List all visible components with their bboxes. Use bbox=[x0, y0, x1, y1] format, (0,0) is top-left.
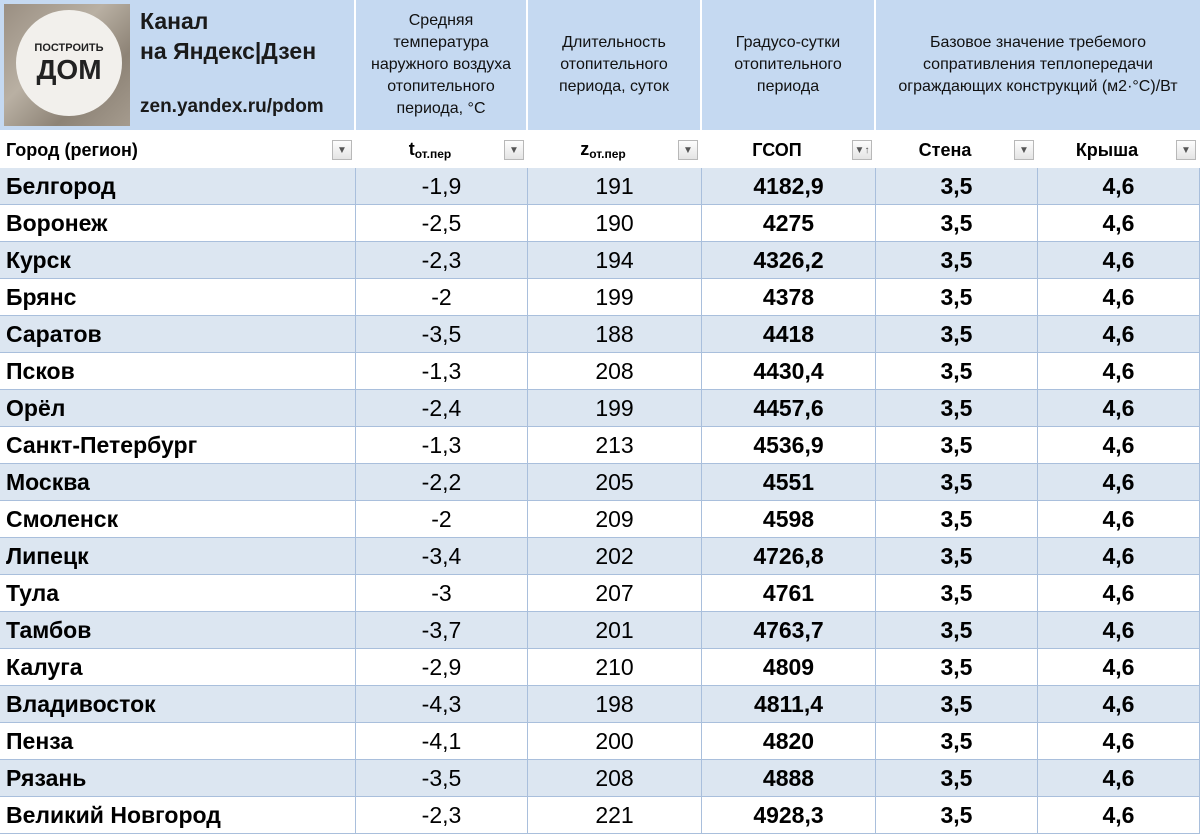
header-band bbox=[0, 0, 1200, 132]
cell-roof[interactable]: 4,6 bbox=[1038, 168, 1200, 204]
cell-gsop[interactable]: 4809 bbox=[702, 649, 876, 685]
cell-duration[interactable]: 221 bbox=[528, 797, 702, 833]
col-wall-label: Стена bbox=[918, 139, 972, 160]
cell-wall[interactable]: 3,5 bbox=[876, 797, 1038, 833]
col-t-sub: от.пер bbox=[414, 147, 452, 161]
cell-temperature[interactable]: -2,3 bbox=[356, 242, 528, 278]
cell-temperature[interactable]: -2 bbox=[356, 279, 528, 315]
cell-gsop[interactable]: 4761 bbox=[702, 575, 876, 611]
cell-duration[interactable]: 188 bbox=[528, 316, 702, 352]
cell-roof[interactable]: 4,6 bbox=[1038, 353, 1200, 389]
cell-duration[interactable]: 205 bbox=[528, 464, 702, 500]
cell-wall[interactable]: 3,5 bbox=[876, 649, 1038, 685]
cell-temperature[interactable]: -2,9 bbox=[356, 649, 528, 685]
table-row bbox=[0, 723, 1200, 760]
cell-temperature[interactable]: -4,3 bbox=[356, 686, 528, 722]
cell-city[interactable]: Псков bbox=[0, 353, 356, 389]
col-roof bbox=[1038, 132, 1200, 168]
cell-duration[interactable]: 202 bbox=[528, 538, 702, 574]
cell-gsop[interactable]: 4928,3 bbox=[702, 797, 876, 833]
cell-city[interactable]: Москва bbox=[0, 464, 356, 500]
cell-temperature[interactable]: -3 bbox=[356, 575, 528, 611]
cell-temperature[interactable]: -3,4 bbox=[356, 538, 528, 574]
table-row bbox=[0, 464, 1200, 501]
col-duration bbox=[528, 132, 702, 168]
col-z-sub: от.пер bbox=[589, 147, 626, 161]
cell-gsop[interactable]: 4763,7 bbox=[702, 612, 876, 648]
cell-roof[interactable]: 4,6 bbox=[1038, 612, 1200, 648]
cell-duration[interactable]: 199 bbox=[528, 390, 702, 426]
cell-wall[interactable]: 3,5 bbox=[876, 723, 1038, 759]
cell-wall[interactable]: 3,5 bbox=[876, 538, 1038, 574]
cell-temperature[interactable]: -2,5 bbox=[356, 205, 528, 241]
cell-wall[interactable]: 3,5 bbox=[876, 427, 1038, 463]
cell-gsop[interactable]: 4536,9 bbox=[702, 427, 876, 463]
cell-duration[interactable]: 190 bbox=[528, 205, 702, 241]
cell-roof[interactable]: 4,6 bbox=[1038, 501, 1200, 537]
cell-wall[interactable]: 3,5 bbox=[876, 353, 1038, 389]
cell-city[interactable]: Орёл bbox=[0, 390, 356, 426]
col-gsop bbox=[702, 132, 876, 168]
cell-gsop[interactable]: 4326,2 bbox=[702, 242, 876, 278]
cell-wall[interactable]: 3,5 bbox=[876, 316, 1038, 352]
col-temperature-label bbox=[356, 139, 504, 161]
channel-url: zen.yandex.ru/pdom bbox=[140, 96, 324, 117]
cell-temperature[interactable]: -3,5 bbox=[356, 316, 528, 352]
cell-duration[interactable]: 209 bbox=[528, 501, 702, 537]
cell-city[interactable]: Великий Новгород bbox=[0, 797, 356, 833]
table-row bbox=[0, 242, 1200, 279]
channel-title-line2: на Яндекс|Дзен bbox=[140, 38, 317, 64]
filter-dropdown-icon[interactable]: ▼ bbox=[1176, 140, 1196, 160]
filter-dropdown-icon[interactable]: ▼ bbox=[1014, 140, 1034, 160]
cell-temperature[interactable]: -1,3 bbox=[356, 427, 528, 463]
cell-duration[interactable]: 207 bbox=[528, 575, 702, 611]
filter-dropdown-icon[interactable]: ▼ bbox=[504, 140, 524, 160]
cell-gsop[interactable]: 4551 bbox=[702, 464, 876, 500]
cell-wall[interactable]: 3,5 bbox=[876, 760, 1038, 796]
cell-gsop[interactable]: 4820 bbox=[702, 723, 876, 759]
cell-wall[interactable]: 3,5 bbox=[876, 242, 1038, 278]
cell-duration[interactable]: 213 bbox=[528, 427, 702, 463]
cell-gsop[interactable]: 4418 bbox=[702, 316, 876, 352]
table-row bbox=[0, 538, 1200, 575]
table-row bbox=[0, 797, 1200, 834]
header-duration: Длительность отопительного периода, суток bbox=[528, 0, 702, 130]
cell-gsop[interactable]: 4275 bbox=[702, 205, 876, 241]
col-city-label: Город (регион) bbox=[6, 139, 138, 160]
cell-duration[interactable]: 200 bbox=[528, 723, 702, 759]
cell-wall[interactable]: 3,5 bbox=[876, 390, 1038, 426]
logo-text-main: ДОМ bbox=[36, 54, 102, 85]
cell-gsop[interactable]: 4378 bbox=[702, 279, 876, 315]
cell-city[interactable]: Липецк bbox=[0, 538, 356, 574]
table-row bbox=[0, 279, 1200, 316]
cell-temperature[interactable]: -2,3 bbox=[356, 797, 528, 833]
cell-roof[interactable]: 4,6 bbox=[1038, 427, 1200, 463]
cell-city[interactable]: Брянс bbox=[0, 279, 356, 315]
cell-gsop[interactable]: 4726,8 bbox=[702, 538, 876, 574]
cell-city[interactable]: Белгород bbox=[0, 168, 356, 204]
sort-filter-icon[interactable]: ▼↑ bbox=[852, 140, 872, 160]
table-row bbox=[0, 649, 1200, 686]
cell-wall[interactable]: 3,5 bbox=[876, 686, 1038, 722]
filter-dropdown-icon[interactable]: ▼ bbox=[678, 140, 698, 160]
cell-gsop[interactable]: 4811,4 bbox=[702, 686, 876, 722]
cell-city[interactable]: Воронеж bbox=[0, 205, 356, 241]
cell-temperature[interactable]: -2,4 bbox=[356, 390, 528, 426]
col-t-main: t bbox=[408, 139, 415, 159]
col-roof-label: Крыша bbox=[1075, 139, 1139, 160]
cell-duration[interactable]: 199 bbox=[528, 279, 702, 315]
cell-city[interactable]: Саратов bbox=[0, 316, 356, 352]
cell-gsop[interactable]: 4598 bbox=[702, 501, 876, 537]
cell-roof[interactable]: 4,6 bbox=[1038, 464, 1200, 500]
cell-duration[interactable]: 191 bbox=[528, 168, 702, 204]
cell-roof[interactable]: 4,6 bbox=[1038, 686, 1200, 722]
cell-temperature[interactable]: -2,2 bbox=[356, 464, 528, 500]
channel-brand bbox=[0, 0, 356, 130]
col-gsop-label: ГСОП bbox=[752, 139, 802, 160]
logo-badge bbox=[16, 10, 122, 116]
cell-roof[interactable]: 4,6 bbox=[1038, 279, 1200, 315]
cell-gsop[interactable]: 4182,9 bbox=[702, 168, 876, 204]
cell-temperature[interactable]: -1,3 bbox=[356, 353, 528, 389]
table-row bbox=[0, 501, 1200, 538]
column-header-row bbox=[0, 132, 1200, 169]
cell-roof[interactable]: 4,6 bbox=[1038, 390, 1200, 426]
header-gsop: Градусо-сутки отопительного периода bbox=[702, 0, 876, 130]
cell-wall[interactable]: 3,5 bbox=[876, 575, 1038, 611]
header-base-value: Базовое значение требемого сопративления теплопередачи ограждающих конструкций (м2·°С)/Вт bbox=[876, 0, 1200, 130]
table-row bbox=[0, 686, 1200, 723]
col-duration-label bbox=[528, 139, 678, 161]
cell-roof[interactable]: 4,6 bbox=[1038, 723, 1200, 759]
channel-title-line1: Канал bbox=[140, 8, 209, 34]
cell-temperature[interactable]: -4,1 bbox=[356, 723, 528, 759]
table-row bbox=[0, 760, 1200, 797]
cell-wall[interactable]: 3,5 bbox=[876, 205, 1038, 241]
table-row bbox=[0, 205, 1200, 242]
cell-duration[interactable]: 208 bbox=[528, 353, 702, 389]
cell-temperature[interactable]: -3,5 bbox=[356, 760, 528, 796]
cell-city[interactable]: Курск bbox=[0, 242, 356, 278]
col-city bbox=[0, 132, 356, 168]
cell-roof[interactable]: 4,6 bbox=[1038, 316, 1200, 352]
cell-roof[interactable]: 4,6 bbox=[1038, 205, 1200, 241]
cell-duration[interactable]: 208 bbox=[528, 760, 702, 796]
cell-roof[interactable]: 4,6 bbox=[1038, 649, 1200, 685]
cell-temperature[interactable]: -1,9 bbox=[356, 168, 528, 204]
cell-duration[interactable]: 198 bbox=[528, 686, 702, 722]
channel-title bbox=[140, 6, 316, 66]
cell-gsop[interactable]: 4457,6 bbox=[702, 390, 876, 426]
table-row bbox=[0, 575, 1200, 612]
cell-city[interactable]: Пенза bbox=[0, 723, 356, 759]
cell-roof[interactable]: 4,6 bbox=[1038, 575, 1200, 611]
table-row bbox=[0, 316, 1200, 353]
table-row bbox=[0, 168, 1200, 205]
table-row bbox=[0, 427, 1200, 464]
channel-logo bbox=[4, 4, 130, 126]
col-temperature bbox=[356, 132, 528, 168]
table-row bbox=[0, 353, 1200, 390]
cell-wall[interactable]: 3,5 bbox=[876, 501, 1038, 537]
cell-gsop[interactable]: 4430,4 bbox=[702, 353, 876, 389]
cell-city[interactable]: Рязань bbox=[0, 760, 356, 796]
col-z-main: z bbox=[580, 139, 590, 159]
cell-gsop[interactable]: 4888 bbox=[702, 760, 876, 796]
filter-dropdown-icon[interactable]: ▼ bbox=[332, 140, 352, 160]
table-body bbox=[0, 168, 1200, 834]
cell-duration[interactable]: 210 bbox=[528, 649, 702, 685]
cell-temperature[interactable]: -2 bbox=[356, 501, 528, 537]
cell-city[interactable]: Смоленск bbox=[0, 501, 356, 537]
cell-city[interactable]: Владивосток bbox=[0, 686, 356, 722]
cell-duration[interactable]: 194 bbox=[528, 242, 702, 278]
cell-wall[interactable]: 3,5 bbox=[876, 168, 1038, 204]
cell-wall[interactable]: 3,5 bbox=[876, 279, 1038, 315]
cell-roof[interactable]: 4,6 bbox=[1038, 242, 1200, 278]
cell-city[interactable]: Калуга bbox=[0, 649, 356, 685]
cell-wall[interactable]: 3,5 bbox=[876, 464, 1038, 500]
cell-roof[interactable]: 4,6 bbox=[1038, 760, 1200, 796]
cell-city[interactable]: Тула bbox=[0, 575, 356, 611]
cell-city[interactable]: Санкт-Петербург bbox=[0, 427, 356, 463]
cell-roof[interactable]: 4,6 bbox=[1038, 538, 1200, 574]
table-row bbox=[0, 390, 1200, 427]
col-wall bbox=[876, 132, 1038, 168]
cell-temperature[interactable]: -3,7 bbox=[356, 612, 528, 648]
logo-text-top: ПОСТРОИТЬ bbox=[34, 42, 104, 54]
cell-wall[interactable]: 3,5 bbox=[876, 612, 1038, 648]
cell-city[interactable]: Тамбов bbox=[0, 612, 356, 648]
cell-roof[interactable]: 4,6 bbox=[1038, 797, 1200, 833]
header-temperature: Средняя температура наружного воздуха отопительного периода, °С bbox=[356, 0, 528, 130]
cell-duration[interactable]: 201 bbox=[528, 612, 702, 648]
table-row bbox=[0, 612, 1200, 649]
